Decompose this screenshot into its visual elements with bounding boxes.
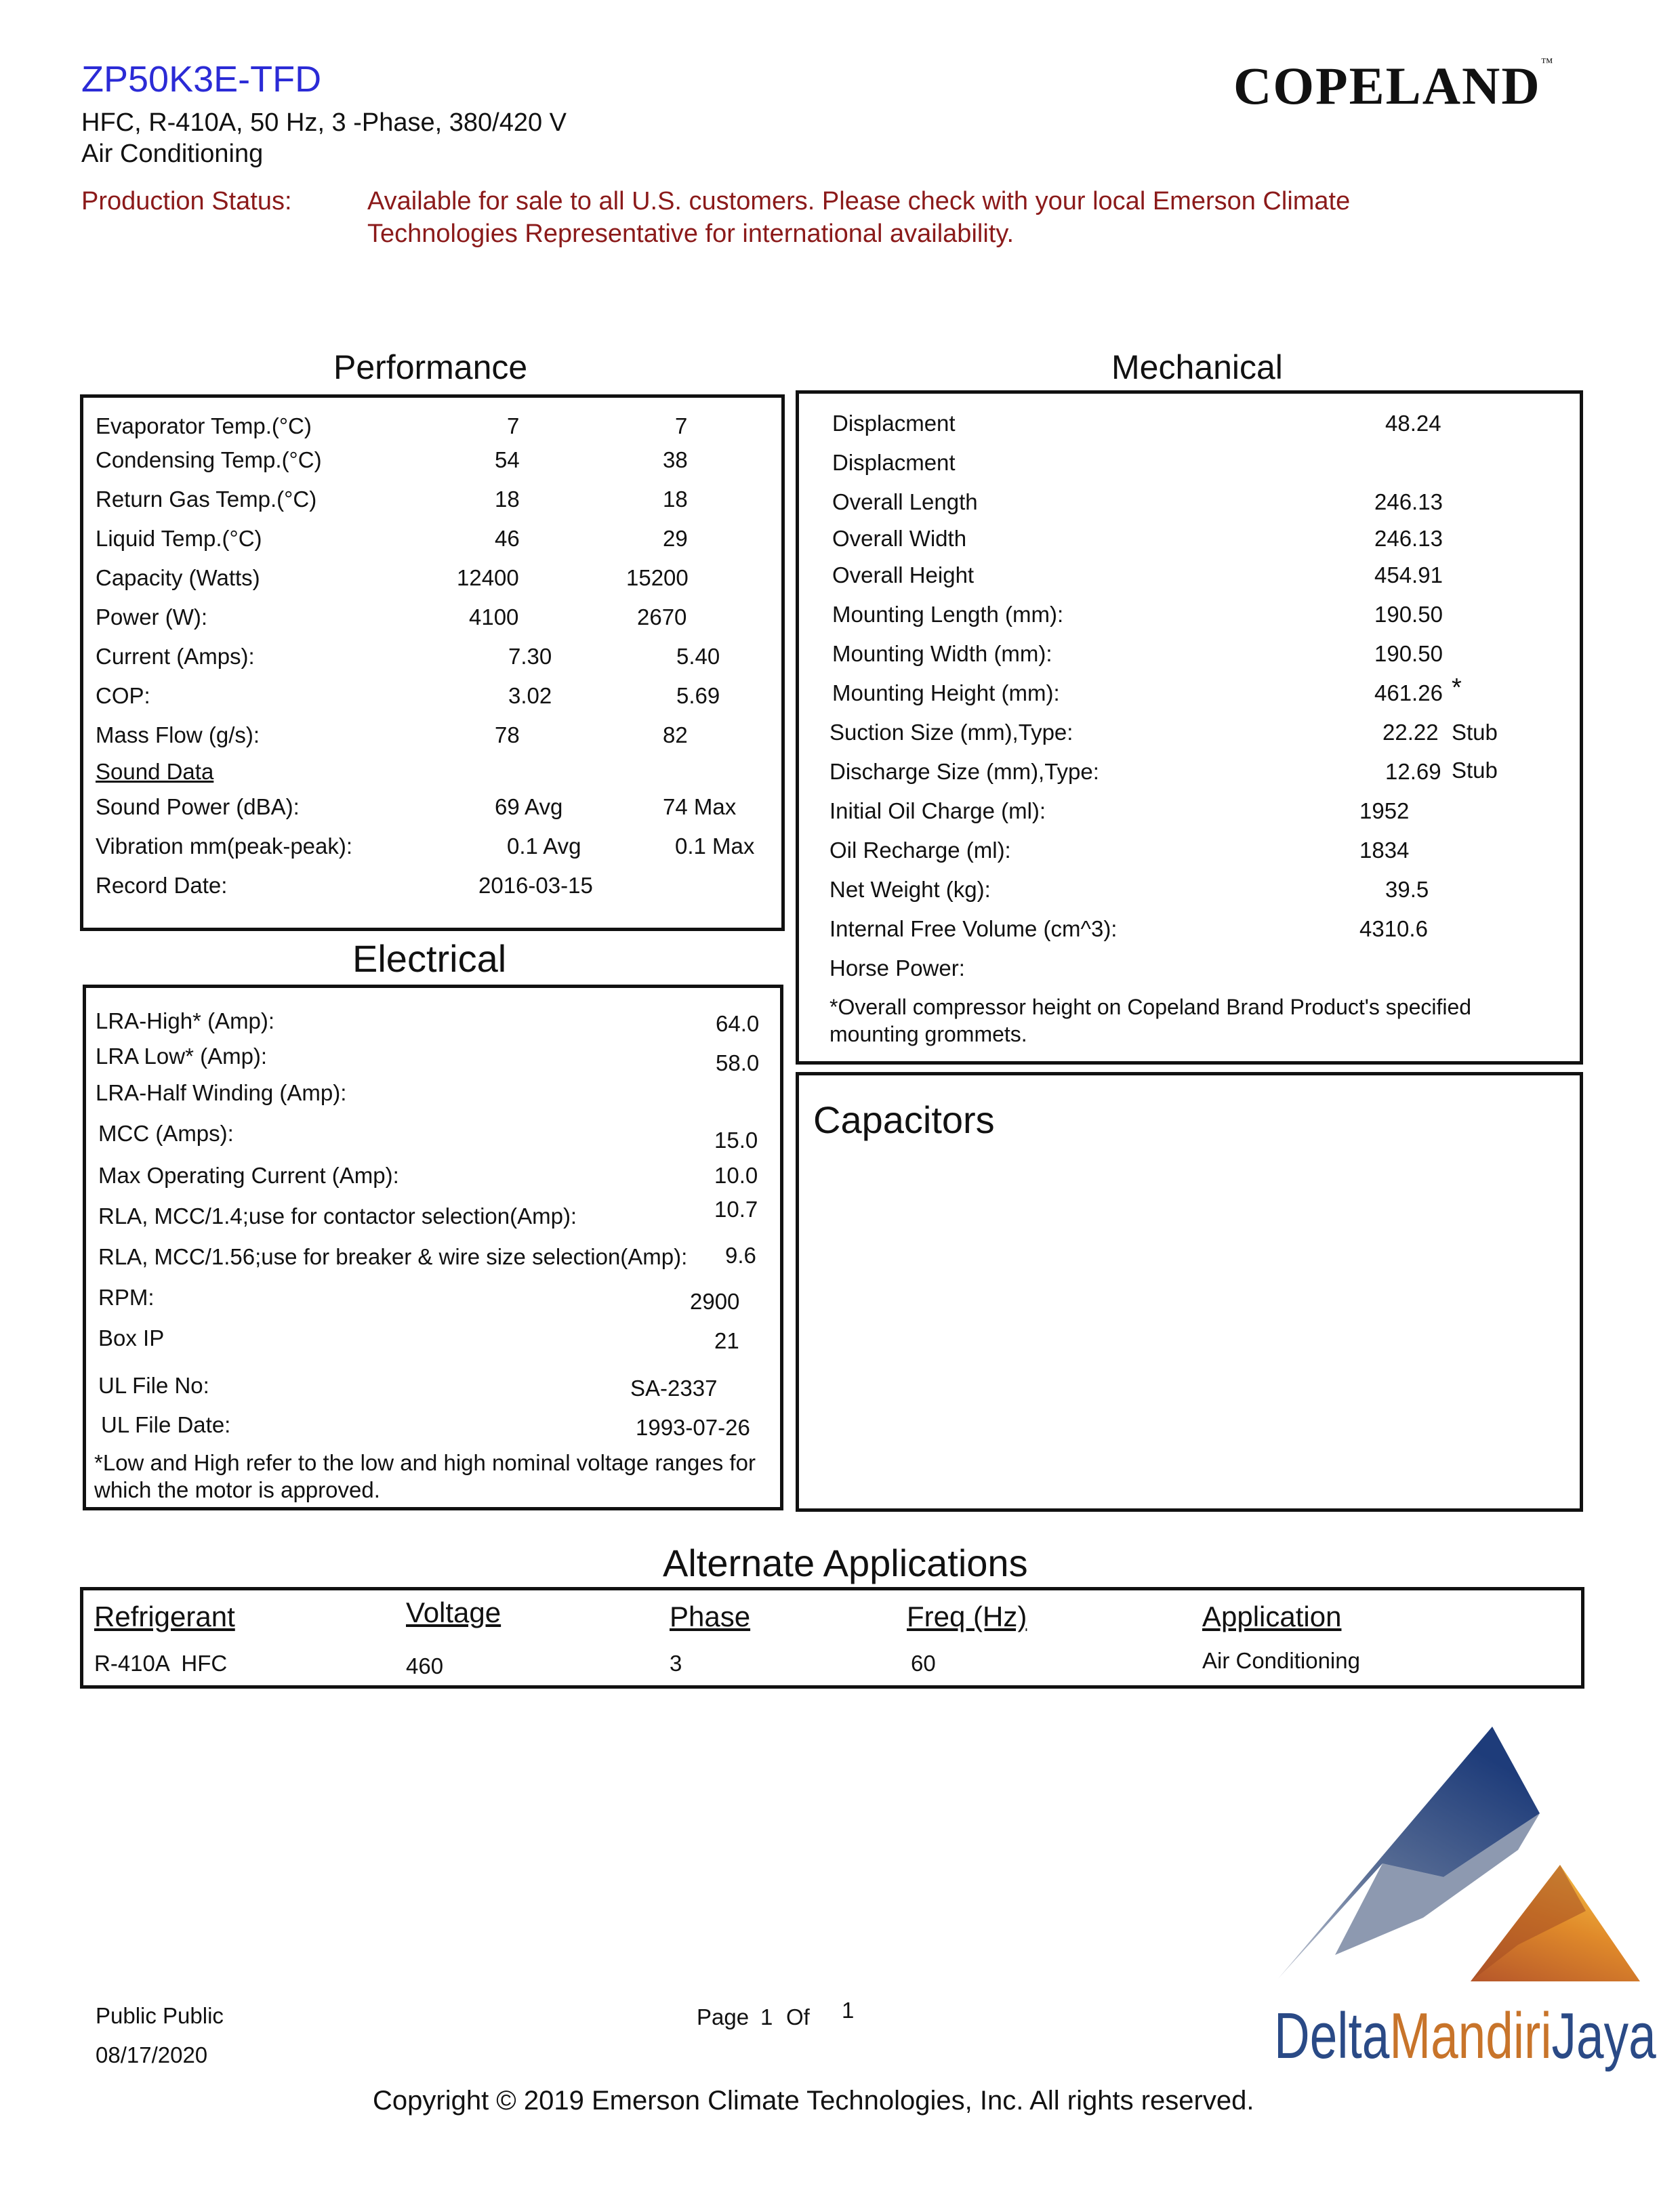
mech-extra: Stub [1452,720,1498,745]
perf-value-2: 2670 [637,604,687,630]
mech-value: 1952 [1359,798,1410,823]
elec-label: UL File No: [98,1373,209,1398]
elec-label: RLA, MCC/1.4;use for contactor selection(Amp): [98,1203,577,1229]
production-status-label: Production Status: [81,187,292,215]
perf-value-2: 29 [663,526,688,551]
footer-of-label: Of [786,2004,810,2029]
perf-label: Condensing Temp.(°C) [96,447,322,472]
mech-label: Mounting Length (mm): [832,602,1064,627]
capacitors-title: Capacitors [813,1098,995,1141]
electrical-title: Electrical [352,937,507,980]
mech-extra: Stub [1452,758,1498,783]
alt-cell-refrigerant: R-410A HFC [94,1651,228,1676]
perf-value-1: 0.1 Avg [507,833,581,859]
copeland-logo [1233,56,1554,117]
elec-value: 64.0 [716,1011,760,1036]
electrical-note-line-1: *Low and High refer to the low and high nominal voltage ranges for [94,1450,756,1475]
perf-label: Capacity (Watts) [96,565,260,590]
perf-value-1: 46 [495,526,520,551]
mech-value: 454.91 [1374,562,1443,588]
elec-label: RPM: [98,1285,155,1310]
mech-label: Overall Length [832,489,978,514]
perf-label: Power (W): [96,604,207,630]
dealer-logo [1274,1721,1654,2087]
mechanical-note-line-2: mounting grommets. [829,1022,1027,1046]
elec-value: 9.6 [725,1243,756,1268]
mountain-logo-icon [1274,1721,1654,1992]
perf-value-2: 0.1 Max [675,833,755,859]
copeland-trademark: ™ [1540,56,1555,69]
elec-label: LRA-High* (Amp): [96,1008,275,1033]
perf-value-1: 69 Avg [495,794,563,819]
alt-header-voltage: Voltage [406,1596,501,1628]
mech-value: 246.13 [1374,489,1443,514]
perf-label: COP: [96,683,150,708]
alt-cell-voltage: 460 [406,1653,444,1678]
perf-value-2: 7 [675,413,688,438]
alt-header-refrigerant: Refrigerant [94,1601,235,1632]
elec-label: LRA Low* (Amp): [96,1044,268,1069]
sound-data-heading: Sound Data [96,759,214,784]
mech-value: 48.24 [1385,411,1441,436]
perf-value-1: 3.02 [508,683,552,708]
mech-label: Mounting Width (mm): [832,641,1052,666]
record-date-value: 2016-03-15 [478,873,593,898]
mech-value: 461.26 [1374,680,1443,705]
elec-value: 10.0 [714,1163,758,1188]
perf-value-1: 7.30 [508,644,552,669]
alt-header-freq: Freq (Hz) [907,1601,1027,1632]
dealer-word-mandiri: Mandiri [1389,2000,1552,2072]
mech-label: Overall Width [832,526,967,551]
mech-label: Displacment [832,411,956,436]
perf-value-2: 18 [663,487,688,512]
mech-value: 4310.6 [1359,916,1428,941]
elec-label: MCC (Amps): [98,1121,234,1146]
perf-label: Mass Flow (g/s): [96,722,260,747]
elec-label: Max Operating Current (Amp): [98,1163,399,1188]
perf-value-1: 7 [507,413,520,438]
mech-value: 190.50 [1374,602,1443,627]
perf-value-1: 12400 [457,565,519,590]
elec-value: SA-2337 [630,1376,718,1401]
elec-value: 58.0 [716,1050,760,1075]
footer-classification: Public Public [96,2003,224,2028]
record-date-label: Record Date: [96,873,228,898]
performance-title: Performance [333,348,528,386]
elec-label: UL File Date: [101,1412,231,1437]
dealer-word-delta: Delta [1274,2000,1390,2072]
perf-value-1: 54 [495,447,520,472]
mech-value: 1834 [1359,838,1410,863]
mechanical-note-line-1: *Overall compressor height on Copeland Brand Product's specified [829,995,1472,1019]
perf-value-1: 18 [495,487,520,512]
perf-label: Return Gas Temp.(°C) [96,487,317,512]
mech-label: Mounting Height (mm): [832,680,1060,705]
perf-value-1: 78 [495,722,520,747]
dealer-logo-text [1274,1999,1656,2074]
elec-value: 1993-07-26 [636,1415,750,1440]
alt-header-phase: Phase [670,1601,751,1632]
mech-label: Overall Height [832,562,975,588]
mech-label: Discharge Size (mm),Type: [829,759,1099,784]
mech-value: 246.13 [1374,526,1443,551]
perf-value-2: 5.69 [676,683,720,708]
electrical-note-line-2: which the motor is approved. [94,1477,380,1502]
perf-value-2: 74 Max [663,794,737,819]
footer-date: 08/17/2020 [96,2042,208,2067]
alt-cell-phase: 3 [670,1651,682,1676]
application-line: Air Conditioning [81,140,264,168]
mechanical-title: Mechanical [1111,348,1283,386]
spec-line: HFC, R-410A, 50 Hz, 3 -Phase, 380/420 V [81,108,567,137]
perf-label: Sound Power (dBA): [96,794,300,819]
perf-label: Liquid Temp.(°C) [96,526,262,551]
alt-cell-application: Air Conditioning [1202,1648,1360,1673]
mech-value: 22.22 [1382,720,1439,745]
footer-page-number: 1 [760,2004,773,2029]
elec-value: 21 [714,1328,739,1353]
mech-label: Displacment [832,450,956,475]
mech-label: Initial Oil Charge (ml): [829,798,1046,823]
elec-label: Box IP [98,1325,165,1351]
footer-page-total: 1 [842,1998,855,2023]
footer-page-label: Page [697,2004,750,2029]
perf-label: Evaporator Temp.(°C) [96,413,312,438]
mech-label: Horse Power: [829,955,965,981]
perf-label: Current (Amps): [96,644,255,669]
alt-cell-freq: 60 [911,1651,936,1676]
mech-value: 190.50 [1374,641,1443,666]
perf-value-2: 82 [663,722,688,747]
mech-label: Oil Recharge (ml): [829,838,1011,863]
perf-value-2: 15200 [626,565,689,590]
mech-label: Suction Size (mm),Type: [829,720,1073,745]
mech-label: Net Weight (kg): [829,877,991,902]
perf-label: Vibration mm(peak-peak): [96,833,353,859]
dealer-word-jaya: Jaya [1551,2000,1656,2072]
elec-label: RLA, MCC/1.56;use for breaker & wire size selection(Amp): [98,1244,688,1269]
mech-label: Internal Free Volume (cm^3): [829,916,1118,941]
model-title: ZP50K3E-TFD [81,59,322,100]
footer-copyright: Copyright © 2019 Emerson Climate Technologies, Inc. All rights reserved. [373,2086,1254,2116]
alt-header-application: Application [1202,1601,1342,1632]
elec-value: 10.7 [714,1197,758,1222]
production-status-line-2: Technologies Representative for international availability. [367,220,1015,248]
mech-extra: * [1452,674,1462,702]
copeland-logo-text: COPELAND [1233,56,1541,115]
elec-label: LRA-Half Winding (Amp): [96,1080,347,1105]
perf-value-1: 4100 [469,604,519,630]
alternate-applications-title: Alternate Applications [663,1542,1028,1584]
elec-value: 2900 [690,1289,740,1314]
perf-value-2: 38 [663,447,688,472]
mech-value: 12.69 [1385,759,1441,784]
perf-value-2: 5.40 [676,644,720,669]
mech-value: 39.5 [1385,877,1429,902]
production-status-line-1: Available for sale to all U.S. customers. Please check with your local Emerson Climate [367,187,1351,215]
elec-value: 15.0 [714,1128,758,1153]
